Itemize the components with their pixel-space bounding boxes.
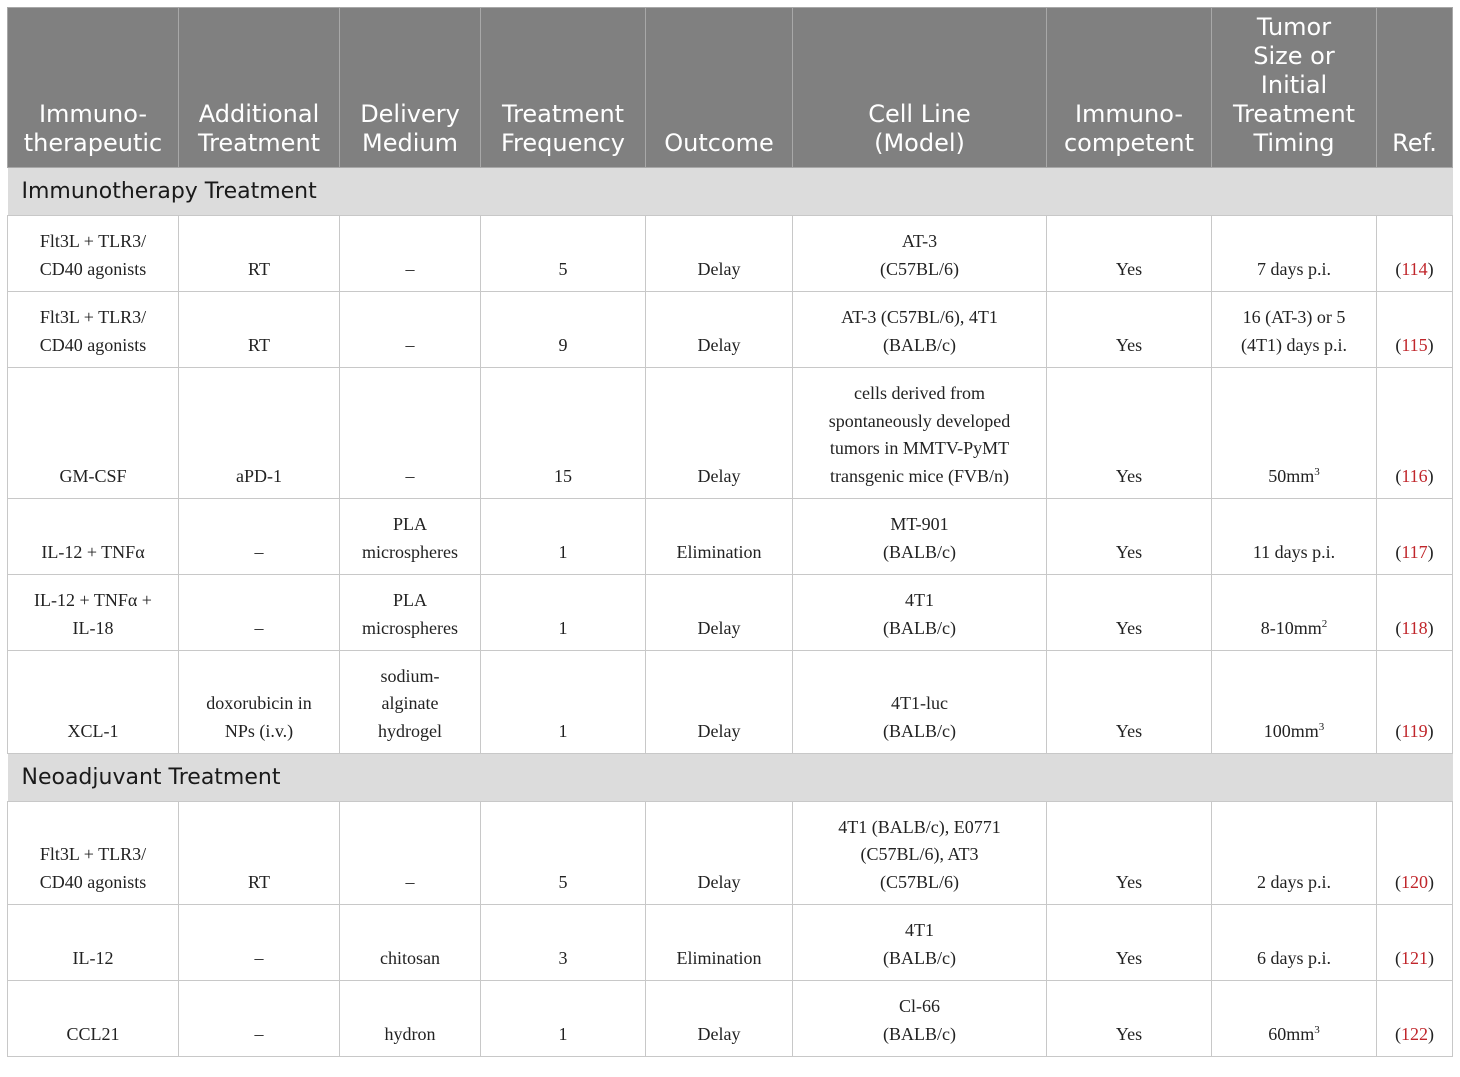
cell-ref: (117) (1377, 499, 1453, 575)
cell-immunotherapeutic: CCL21 (8, 981, 179, 1057)
cell-treatment-frequency: 1 (481, 651, 646, 754)
cell-outcome: Delay (646, 651, 793, 754)
cell-additional-treatment: aPD-1 (179, 368, 340, 499)
cell-ref: (120) (1377, 802, 1453, 905)
cell-tumor-size-timing: $100mm^3$ (1212, 651, 1377, 754)
cell-delivery-medium: – (340, 216, 481, 292)
table-row (8, 651, 1453, 754)
cell-immunocompetent: Yes (1047, 651, 1212, 754)
cell-ref: (121) (1377, 905, 1453, 981)
cell-delivery-medium: PLA microspheres (340, 575, 481, 651)
table-row (8, 905, 1453, 981)
header-ref: Ref. (1377, 8, 1453, 168)
cell-immunocompetent: Yes (1047, 981, 1212, 1057)
cell-treatment-frequency: 5 (481, 216, 646, 292)
cell-tumor-size-timing: $8-10mm^2$ (1212, 575, 1377, 651)
cell-immunocompetent: Yes (1047, 802, 1212, 905)
cell-additional-treatment: RT (179, 292, 340, 368)
cell-outcome: Delay (646, 981, 793, 1057)
unit-exponent: 3 (1314, 1023, 1320, 1036)
table-row (8, 292, 1453, 368)
cell-outcome: Delay (646, 216, 793, 292)
cell-cell-line: cells derived from spontaneously developed tumors in MMTV-PyMT transgenic mice (FVB/n) (793, 368, 1047, 499)
header-immunotherapeutic: Immuno- therapeutic (8, 8, 179, 168)
cell-additional-treatment: doxorubicin in NPs (i.v.) (179, 651, 340, 754)
header-outcome: Outcome (646, 8, 793, 168)
cell-tumor-size-timing: 7 days p.i. (1212, 216, 1377, 292)
cell-outcome: Elimination (646, 499, 793, 575)
cell-cell-line: AT-3 (C57BL/6) (793, 216, 1047, 292)
header-additional-treatment: Additional Treatment (179, 8, 340, 168)
header-delivery-medium: Delivery Medium (340, 8, 481, 168)
ref-link[interactable]: 114 (1401, 258, 1428, 279)
cell-immunotherapeutic: Flt3L + TLR3/ CD40 agonists (8, 216, 179, 292)
cell-immunocompetent: Yes (1047, 905, 1212, 981)
cell-outcome: Delay (646, 802, 793, 905)
table-row (8, 802, 1453, 905)
cell-cell-line: 4T1 (BALB/c) (793, 575, 1047, 651)
cell-cell-line: AT-3 (C57BL/6), 4T1 (BALB/c) (793, 292, 1047, 368)
cell-ref: (118) (1377, 575, 1453, 651)
ref-link[interactable]: 115 (1401, 334, 1428, 355)
ref-link[interactable]: 121 (1401, 947, 1428, 968)
cell-ref: (116) (1377, 368, 1453, 499)
unit-exponent: 2 (1321, 617, 1328, 630)
cell-cell-line: Cl-66 (BALB/c) (793, 981, 1047, 1057)
cell-treatment-frequency: 15 (481, 368, 646, 499)
cell-immunocompetent: Yes (1047, 499, 1212, 575)
cell-delivery-medium: chitosan (340, 905, 481, 981)
cell-cell-line: 4T1 (BALB/c) (793, 905, 1047, 981)
cell-immunotherapeutic: GM-CSF (8, 368, 179, 499)
ref-link[interactable]: 119 (1401, 720, 1428, 741)
cell-additional-treatment: – (179, 575, 340, 651)
header-cell-line: Cell Line (Model) (793, 8, 1047, 168)
ref-link[interactable]: 118 (1401, 617, 1428, 638)
cell-treatment-frequency: 1 (481, 575, 646, 651)
ref-link[interactable]: 120 (1401, 871, 1428, 892)
unit-exponent: 3 (1318, 720, 1325, 733)
cell-tumor-size-timing: 11 days p.i. (1212, 499, 1377, 575)
cell-immunotherapeutic: IL-12 + TNFα + IL-18 (8, 575, 179, 651)
cell-cell-line: 4T1-luc (BALB/c) (793, 651, 1047, 754)
cell-treatment-frequency: 1 (481, 981, 646, 1057)
ref-link[interactable]: 116 (1401, 465, 1428, 486)
table-row (8, 368, 1453, 499)
treatment-table (7, 7, 1453, 1057)
cell-ref: (122) (1377, 981, 1453, 1057)
cell-outcome: Delay (646, 292, 793, 368)
cell-ref: (119) (1377, 651, 1453, 754)
cell-immunotherapeutic: IL-12 (8, 905, 179, 981)
cell-delivery-medium: – (340, 802, 481, 905)
cell-cell-line: 4T1 (BALB/c), E0771 (C57BL/6), AT3 (C57BL/6) (793, 802, 1047, 905)
cell-immunocompetent: Yes (1047, 216, 1212, 292)
table-body (8, 168, 1453, 1057)
section-row (8, 168, 1453, 216)
cell-additional-treatment: – (179, 499, 340, 575)
table-row (8, 981, 1453, 1057)
table-container (7, 7, 1452, 1057)
cell-treatment-frequency: 3 (481, 905, 646, 981)
cell-additional-treatment: RT (179, 216, 340, 292)
cell-tumor-size-timing: $60mm^3$ (1212, 981, 1377, 1057)
table-row (8, 575, 1453, 651)
header-row (8, 8, 1453, 168)
cell-additional-treatment: RT (179, 802, 340, 905)
cell-ref: (114) (1377, 216, 1453, 292)
cell-tumor-size-timing: 16 (AT-3) or 5 (4T1) days p.i. (1212, 292, 1377, 368)
table-row (8, 216, 1453, 292)
cell-immunotherapeutic: Flt3L + TLR3/ CD40 agonists (8, 292, 179, 368)
header-treatment-frequency: Treatment Frequency (481, 8, 646, 168)
section-row (8, 754, 1453, 802)
ref-link[interactable]: 122 (1401, 1023, 1428, 1044)
cell-cell-line: MT-901 (BALB/c) (793, 499, 1047, 575)
cell-outcome: Delay (646, 575, 793, 651)
cell-treatment-frequency: 9 (481, 292, 646, 368)
cell-immunocompetent: Yes (1047, 292, 1212, 368)
cell-treatment-frequency: 1 (481, 499, 646, 575)
unit-exponent: 3 (1314, 465, 1320, 478)
cell-immunocompetent: Yes (1047, 368, 1212, 499)
cell-delivery-medium: hydron (340, 981, 481, 1057)
cell-outcome: Elimination (646, 905, 793, 981)
section-title: Immunotherapy Treatment (8, 168, 1453, 216)
cell-additional-treatment: – (179, 905, 340, 981)
header-immunocompetent: Immuno- competent (1047, 8, 1212, 168)
cell-immunotherapeutic: Flt3L + TLR3/ CD40 agonists (8, 802, 179, 905)
cell-tumor-size-timing: $50mm^3$ (1212, 368, 1377, 499)
cell-delivery-medium: – (340, 368, 481, 499)
cell-immunocompetent: Yes (1047, 575, 1212, 651)
table-row (8, 499, 1453, 575)
section-title: Neoadjuvant Treatment (8, 754, 1453, 802)
header-tumor-size-timing: Tumor Size or Initial Treatment Timing (1212, 8, 1377, 168)
cell-delivery-medium: PLA microspheres (340, 499, 481, 575)
cell-delivery-medium: – (340, 292, 481, 368)
cell-outcome: Delay (646, 368, 793, 499)
cell-tumor-size-timing: 2 days p.i. (1212, 802, 1377, 905)
cell-immunotherapeutic: XCL-1 (8, 651, 179, 754)
cell-delivery-medium: sodium- alginate hydrogel (340, 651, 481, 754)
cell-immunotherapeutic: IL-12 + TNFα (8, 499, 179, 575)
ref-link[interactable]: 117 (1401, 541, 1428, 562)
cell-ref: (115) (1377, 292, 1453, 368)
cell-tumor-size-timing: 6 days p.i. (1212, 905, 1377, 981)
cell-treatment-frequency: 5 (481, 802, 646, 905)
cell-additional-treatment: – (179, 981, 340, 1057)
